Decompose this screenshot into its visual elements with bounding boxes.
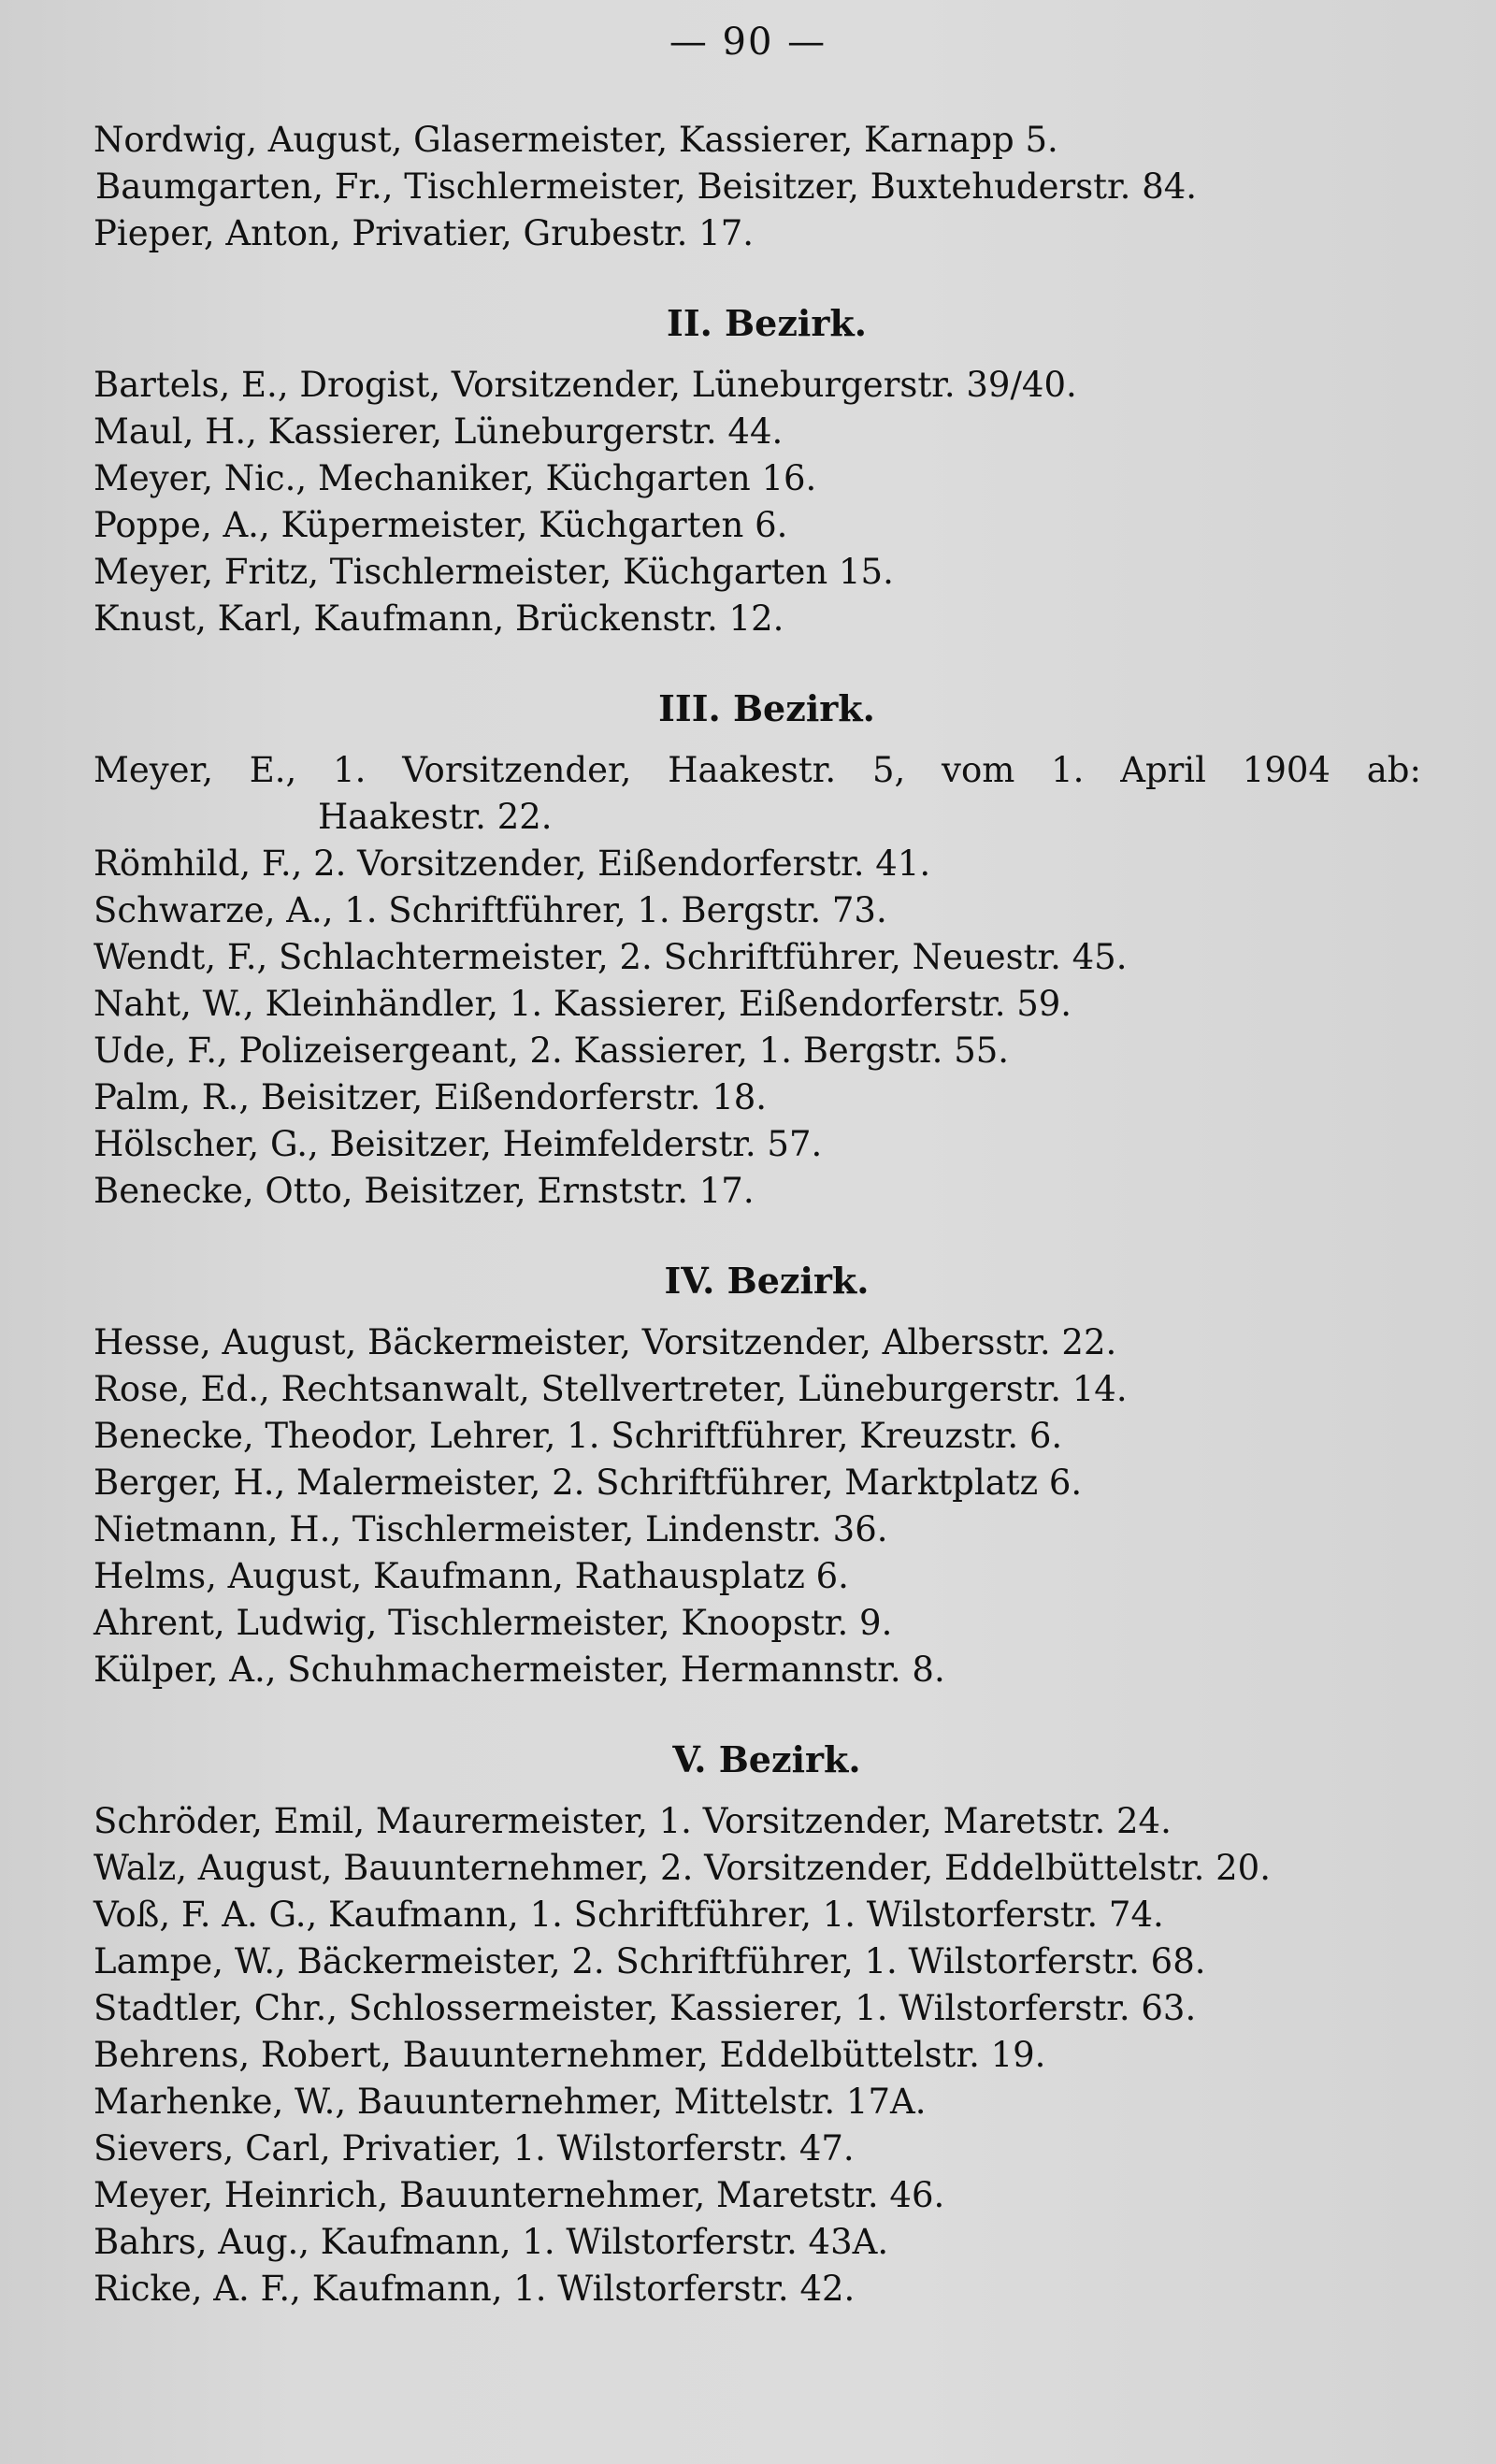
district-heading: V. Bezirk.: [672, 1738, 861, 1780]
list-item: Nietmann, H., Tischlermeister, Lindenstr. 36.: [94, 1509, 888, 1549]
list-item: Schröder, Emil, Maurermeister, 1. Vorsitzender, Maretstr. 24.: [94, 1801, 1172, 1841]
directory-list: [94, 117, 1440, 2313]
list-item: Knust, Karl, Kaufmann, Brückenstr. 12.: [94, 598, 784, 639]
word: Vorsitzender,: [402, 750, 632, 790]
list-item-justified: [94, 747, 1421, 794]
list-item: Voß, F. A. G., Kaufmann, 1. Schriftführer, 1. Wilstorferstr. 74.: [94, 1895, 1164, 1935]
word: E.,: [249, 750, 297, 790]
list-item: Pieper, Anton, Privatier, Grubestr. 17.: [94, 213, 755, 253]
district-section-2: [94, 300, 1440, 642]
list-item: Meyer, Fritz, Tischlermeister, Küchgarten 15.: [94, 552, 894, 592]
word: Meyer,: [94, 750, 213, 790]
list-item: Stadtler, Chr., Schlossermeister, Kassierer, 1. Wilstorferstr. 63.: [94, 1988, 1197, 2028]
list-item: Schwarze, A., 1. Schriftführer, 1. Bergstr. 73.: [94, 890, 887, 930]
list-item: Poppe, A., Küpermeister, Küchgarten 6.: [94, 505, 788, 545]
word: Haakestr.: [668, 750, 837, 790]
list-item: Baumgarten, Fr., Tischlermeister, Beisitzer, Buxtehuderstr. 84.: [95, 166, 1198, 207]
word: vom: [942, 750, 1015, 790]
list-item: Nordwig, August, Glasermeister, Kassierer, Karnapp 5.: [94, 120, 1058, 160]
word: 1.: [1051, 750, 1085, 790]
list-item: Marhenke, W., Bauunternehmer, Mittelstr. 17A.: [94, 2082, 927, 2122]
list-item: Külper, A., Schuhmachermeister, Hermannstr. 8.: [94, 1650, 945, 1690]
intro-entries: [94, 117, 1440, 257]
district-section-4: [94, 1258, 1440, 1693]
district-heading: II. Bezirk.: [667, 302, 867, 344]
list-item: Wendt, F., Schlachtermeister, 2. Schriftführer, Neuestr. 45.: [94, 937, 1128, 977]
list-item: Römhild, F., 2. Vorsitzender, Eißendorferstr. 41.: [94, 843, 931, 884]
list-item: Naht, W., Kleinhändler, 1. Kassierer, Eißendorferstr. 59.: [94, 984, 1072, 1024]
list-item: Behrens, Robert, Bauunternehmer, Eddelbüttelstr. 19.: [94, 2035, 1046, 2075]
page-number: — 90 —: [669, 21, 827, 64]
district-section-5: [94, 1736, 1440, 2313]
list-item: Helms, August, Kaufmann, Rathausplatz 6.: [94, 1556, 849, 1596]
list-item: Hölscher, G., Beisitzer, Heimfelderstr. 57.: [94, 1124, 823, 1164]
list-item: Meyer, Heinrich, Bauunternehmer, Maretstr. 46.: [94, 2175, 945, 2215]
list-item: Rose, Ed., Rechtsanwalt, Stellvertreter, Lüneburgerstr. 14.: [94, 1369, 1128, 1409]
district-heading: III. Bezirk.: [658, 687, 875, 729]
list-item: Berger, H., Malermeister, 2. Schriftführer, Marktplatz 6.: [94, 1463, 1083, 1503]
list-item: Lampe, W., Bäckermeister, 2. Schriftführer, 1. Wilstorferstr. 68.: [94, 1941, 1206, 1981]
list-item: Meyer, Nic., Mechaniker, Küchgarten 16.: [94, 458, 817, 498]
list-item: Bahrs, Aug., Kaufmann, 1. Wilstorferstr. 43A.: [94, 2222, 889, 2262]
word: 1.: [333, 750, 367, 790]
list-item: Ahrent, Ludwig, Tischlermeister, Knoopstr. 9.: [94, 1603, 893, 1643]
list-item: Ricke, A. F., Kaufmann, 1. Wilstorferstr. 42.: [94, 2269, 856, 2309]
district-heading: IV. Bezirk.: [664, 1260, 870, 1302]
word: 5,: [871, 750, 906, 790]
list-item: Benecke, Otto, Beisitzer, Ernststr. 17.: [94, 1171, 755, 1211]
list-item: Benecke, Theodor, Lehrer, 1. Schriftführer, Kreuzstr. 6.: [94, 1416, 1063, 1456]
list-item: Hesse, August, Bäckermeister, Vorsitzender, Albersstr. 22.: [94, 1322, 1117, 1362]
list-item: Sievers, Carl, Privatier, 1. Wilstorferstr. 47.: [94, 2128, 855, 2169]
list-item: Walz, August, Bauunternehmer, 2. Vorsitzender, Eddelbüttelstr. 20.: [94, 1848, 1271, 1888]
word: 1904: [1242, 750, 1331, 790]
list-item: Ude, F., Polizeisergeant, 2. Kassierer, 1. Bergstr. 55.: [94, 1030, 1010, 1071]
word: April: [1120, 750, 1206, 790]
list-item: Maul, H., Kassierer, Lüneburgerstr. 44.: [94, 411, 784, 452]
list-item: Palm, R., Beisitzer, Eißendorferstr. 18.: [94, 1077, 768, 1117]
district-section-3: [94, 685, 1440, 1215]
list-item-continuation: Haakestr. 22.: [318, 797, 553, 837]
word: ab:: [1366, 750, 1421, 790]
list-item: Bartels, E., Drogist, Vorsitzender, Lüneburgerstr. 39/40.: [94, 365, 1077, 405]
